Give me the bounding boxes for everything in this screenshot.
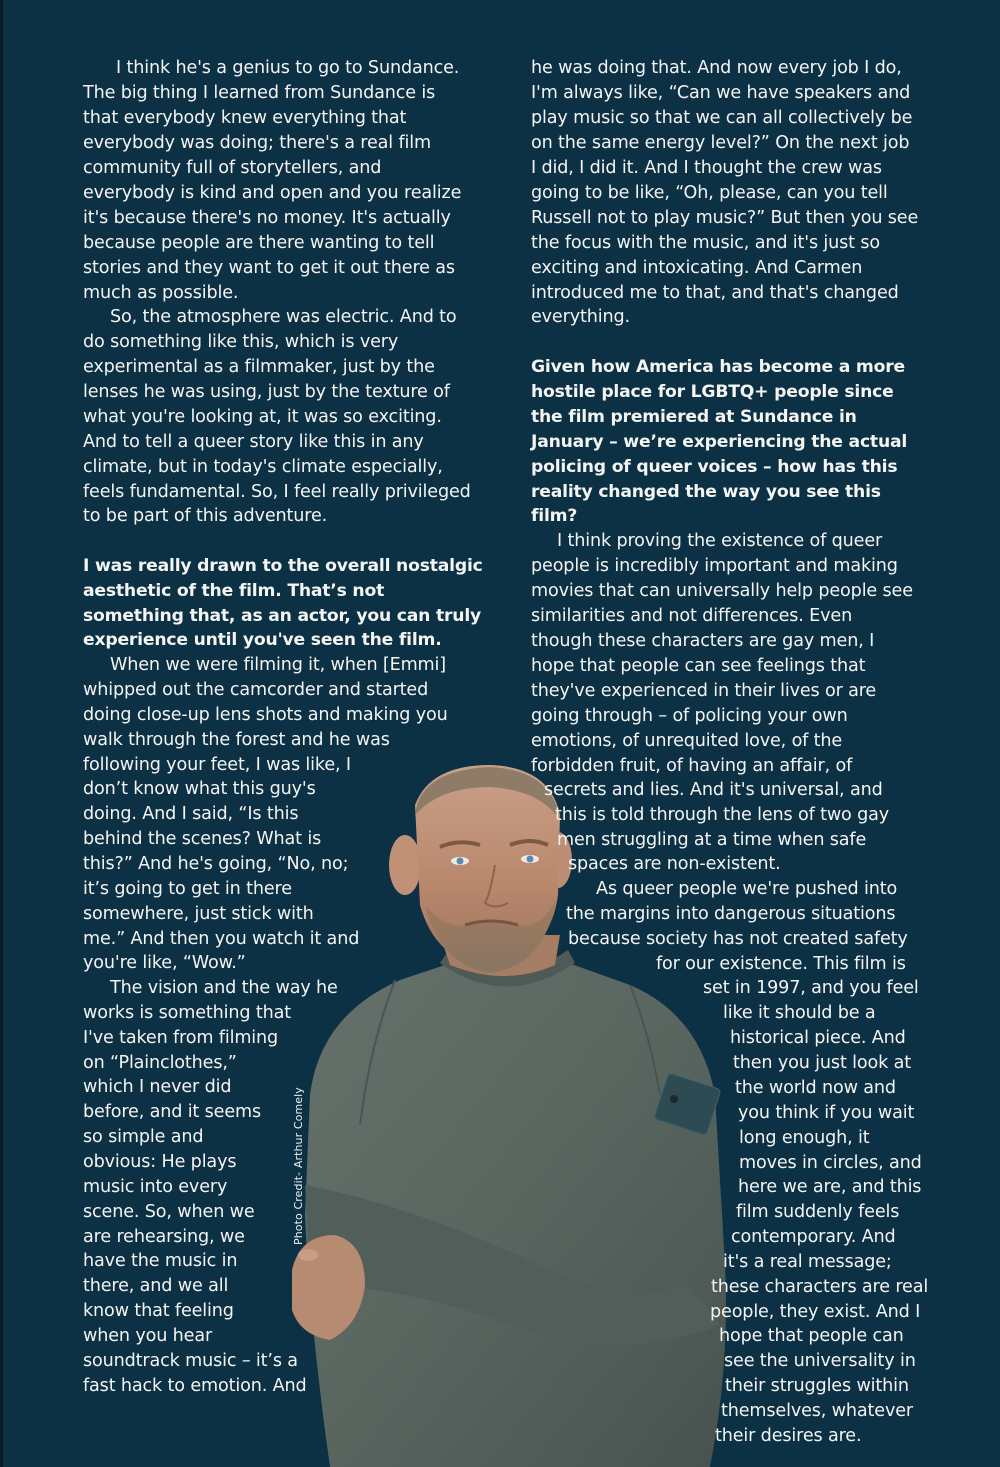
text-line: As queer people we're pushed into bbox=[596, 879, 898, 899]
text-line: I think proving the existence of queer bbox=[557, 531, 883, 551]
text-line: doing close-up lens shots and making you bbox=[83, 705, 448, 725]
text-line: experimental as a filmmaker, just by the bbox=[83, 357, 435, 377]
text-line: this is told through the lens of two gay bbox=[555, 805, 890, 825]
text-line: behind the scenes? What is bbox=[83, 829, 322, 849]
text-line: feels fundamental. So, I feel really privileged bbox=[83, 482, 471, 502]
text-line: spaces are non-existent. bbox=[568, 854, 781, 874]
text-line: long enough, it bbox=[739, 1128, 870, 1148]
text-line: everybody was doing; there's a real film bbox=[83, 133, 431, 153]
text-line: the focus with the music, and it's just so bbox=[531, 233, 880, 253]
text-line: I did, I did it. And I thought the crew was bbox=[531, 158, 882, 178]
text-line: because society has not created safety bbox=[568, 929, 908, 949]
text-line: then you just look at bbox=[733, 1053, 911, 1073]
text-line: to be part of this adventure. bbox=[83, 506, 328, 526]
text-line: hostile place for LGBTQ+ people since bbox=[531, 382, 894, 402]
text-line: Given how America has become a more bbox=[531, 357, 905, 377]
text-line: policing of queer voices – how has this bbox=[531, 457, 898, 477]
text-line: movies that can universally help people see bbox=[531, 581, 913, 601]
text-line: film suddenly feels bbox=[736, 1202, 900, 1222]
text-line: know that feeling bbox=[83, 1301, 234, 1321]
text-line: don’t know what this guy's bbox=[83, 779, 316, 799]
text-line: The vision and the way he bbox=[110, 978, 338, 998]
text-line: what you're looking at, it was so exciting. bbox=[83, 407, 442, 427]
text-line: everything. bbox=[531, 307, 630, 327]
text-line: because people are there wanting to tell bbox=[83, 233, 435, 253]
text-line: So, the atmosphere was electric. And to bbox=[110, 307, 457, 327]
text-line: it's a real message; bbox=[723, 1252, 892, 1272]
text-line: there, and we all bbox=[83, 1276, 229, 1296]
text-line: something that, as an actor, you can truly bbox=[83, 606, 482, 626]
text-line: when you hear bbox=[83, 1326, 213, 1346]
text-line: on “Plainclothes,” bbox=[83, 1053, 237, 1073]
text-line: somewhere, just stick with bbox=[83, 904, 314, 924]
text-line: much as possible. bbox=[83, 283, 239, 303]
text-line: like it should be a bbox=[723, 1003, 876, 1023]
text-line: works is something that bbox=[83, 1003, 292, 1023]
text-line: people, they exist. And I bbox=[710, 1302, 921, 1322]
text-line: following your feet, I was like, I bbox=[83, 755, 351, 775]
text-line: their desires are. bbox=[715, 1426, 862, 1446]
text-line: he was doing that. And now every job I do, bbox=[531, 58, 902, 78]
text-line: The big thing I learned from Sundance is bbox=[83, 83, 436, 103]
text-line: they've experienced in their lives or are bbox=[531, 681, 877, 701]
text-line: this?” And he's going, “No, no; bbox=[83, 854, 349, 874]
text-line: contemporary. And bbox=[731, 1227, 896, 1247]
text-line: their struggles within bbox=[725, 1376, 909, 1396]
text-line: I think he's a genius to go to Sundance. bbox=[116, 58, 460, 78]
text-line: do something like this, which is very bbox=[83, 332, 399, 352]
text-line: have the music in bbox=[83, 1251, 238, 1271]
text-line: historical piece. And bbox=[730, 1028, 906, 1048]
text-line: so simple and bbox=[83, 1127, 204, 1147]
text-line: it's because there's no money. It's actually bbox=[83, 208, 451, 228]
text-line: January – we’re experiencing the actual bbox=[531, 432, 908, 452]
text-line: on the same energy level?” On the next job bbox=[531, 133, 910, 153]
text-line: here we are, and this bbox=[738, 1177, 922, 1197]
text-line: themselves, whatever bbox=[721, 1401, 913, 1421]
text-line: soundtrack music – it’s a bbox=[83, 1351, 298, 1371]
text-line: the world now and bbox=[735, 1078, 896, 1098]
text-line: going through – of policing your own bbox=[531, 706, 848, 726]
text-line: And to tell a queer story like this in any bbox=[83, 432, 424, 452]
text-line: fast hack to emotion. And bbox=[83, 1376, 307, 1396]
text-line: Russell not to play music?” But then you see bbox=[531, 208, 919, 228]
text-line: see the universality in bbox=[724, 1351, 916, 1371]
text-line: I'm always like, “Can we have speakers and bbox=[531, 83, 911, 103]
text-line: reality changed the way you see this bbox=[531, 482, 881, 502]
text-line: I was really drawn to the overall nostalgic bbox=[83, 556, 483, 576]
text-line: which I never did bbox=[83, 1077, 232, 1097]
text-line: hope that people can see feelings that bbox=[531, 656, 866, 676]
text-line: introduced me to that, and that's changed bbox=[531, 283, 899, 303]
text-line: you think if you wait bbox=[738, 1103, 915, 1123]
text-line: going to be like, “Oh, please, can you tell bbox=[531, 183, 888, 203]
text-line: these characters are real bbox=[711, 1277, 929, 1297]
text-line: music into every bbox=[83, 1177, 228, 1197]
text-line: emotions, of unrequited love, of the bbox=[531, 731, 843, 751]
text-line: set in 1997, and you feel bbox=[703, 978, 919, 998]
text-line: me.” And then you watch it and bbox=[83, 929, 360, 949]
text-line: experience until you've seen the film. bbox=[83, 630, 442, 650]
text-line: forbidden fruit, of having an affair, of bbox=[531, 756, 853, 776]
text-line: obvious: He plays bbox=[83, 1152, 237, 1172]
text-line: play music so that we can all collectively be bbox=[531, 108, 913, 128]
text-line: secrets and lies. And it's universal, and bbox=[544, 780, 883, 800]
text-line: the margins into dangerous situations bbox=[566, 904, 896, 924]
text-line: doing. And I said, “Is this bbox=[83, 804, 299, 824]
text-line: moves in circles, and bbox=[739, 1153, 922, 1173]
text-line: lenses he was using, just by the texture of bbox=[83, 382, 450, 402]
text-line: whipped out the camcorder and started bbox=[83, 680, 429, 700]
text-line: people is incredibly important and making bbox=[531, 556, 898, 576]
photo-credit: Photo Credit- Arthur Comely bbox=[292, 1087, 305, 1245]
text-line: stories and they want to get it out there as bbox=[83, 258, 455, 278]
text-line: men struggling at a time when safe bbox=[557, 830, 867, 850]
text-line: aesthetic of the film. That’s not bbox=[83, 581, 385, 601]
text-line: for our existence. This film is bbox=[656, 954, 906, 974]
text-line: that everybody knew everything that bbox=[83, 108, 407, 128]
text-line: When we were filming it, when [Emmi] bbox=[110, 655, 446, 675]
text-line: the film premiered at Sundance in bbox=[531, 407, 857, 427]
text-line: film? bbox=[531, 506, 578, 526]
text-line: walk through the forest and he was bbox=[83, 730, 390, 750]
text-line: everybody is kind and open and you realize bbox=[83, 183, 462, 203]
text-line: before, and it seems bbox=[83, 1102, 261, 1122]
text-line: climate, but in today's climate especially, bbox=[83, 457, 443, 477]
text-line: community full of storytellers, and bbox=[83, 158, 382, 178]
text-line: hope that people can bbox=[719, 1326, 904, 1346]
text-line: it’s going to get in there bbox=[83, 879, 292, 899]
text-line: you're like, “Wow.” bbox=[83, 953, 246, 973]
text-line: though these characters are gay men, I bbox=[531, 631, 875, 651]
text-line: exciting and intoxicating. And Carmen bbox=[531, 258, 863, 278]
text-line: are rehearsing, we bbox=[83, 1227, 245, 1247]
text-line: similarities and not differences. Even bbox=[531, 606, 853, 626]
text-line: I've taken from filming bbox=[83, 1028, 279, 1048]
text-line: scene. So, when we bbox=[83, 1202, 255, 1222]
